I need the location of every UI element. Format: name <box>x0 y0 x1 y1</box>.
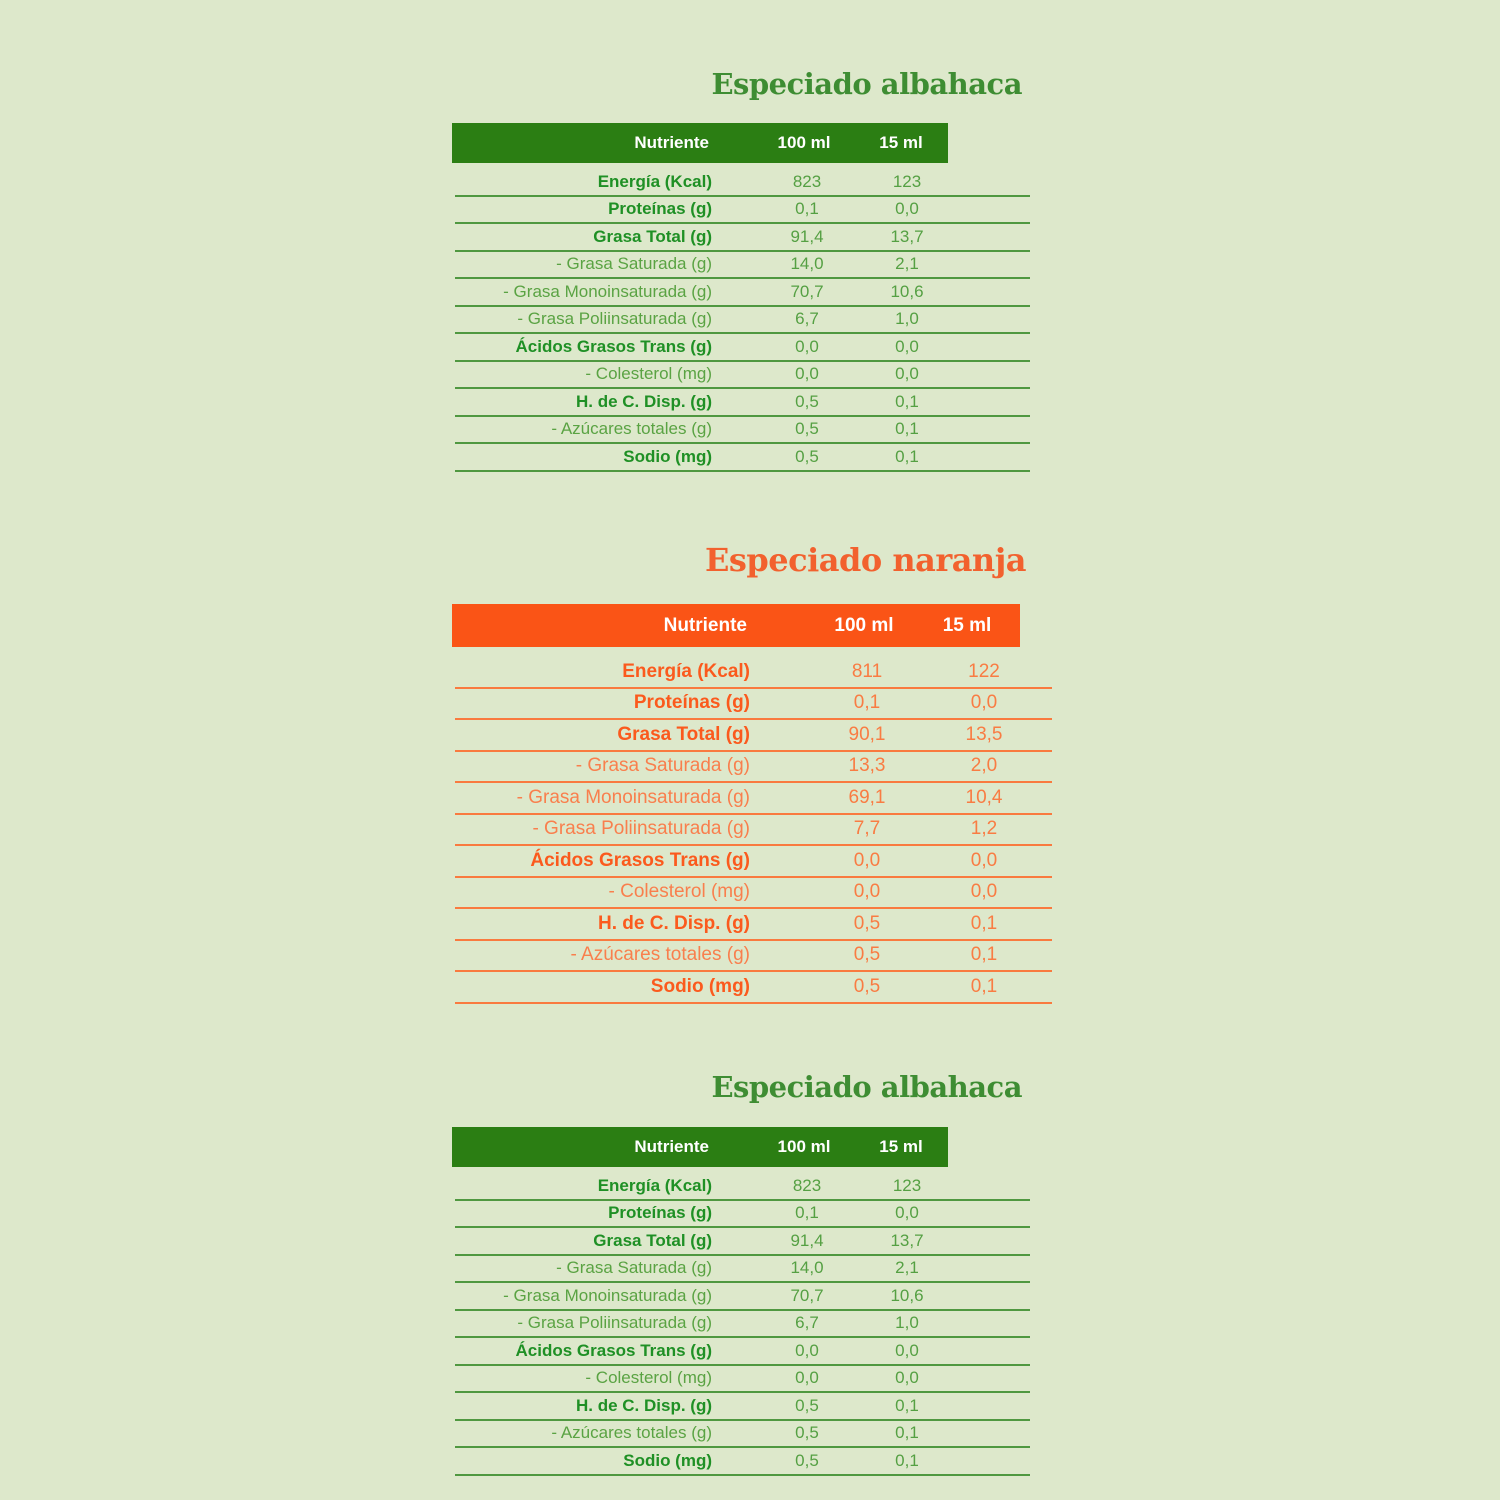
value-15ml: 0,1 <box>970 975 998 997</box>
column-header-100ml: 100 ml <box>777 1137 831 1156</box>
value-100ml: 13,3 <box>848 755 886 777</box>
table-row <box>455 1421 1030 1449</box>
column-header-15ml: 15 ml <box>942 614 992 636</box>
value-100ml: 823 <box>792 1175 822 1195</box>
value-15ml: 1,0 <box>895 309 919 329</box>
row-label: Sodio (mg) <box>623 446 712 466</box>
value-15ml: 10,6 <box>890 1285 924 1305</box>
table-row <box>455 1393 1030 1421</box>
value-100ml: 0,1 <box>795 1203 819 1223</box>
value-100ml: 0,5 <box>795 1423 819 1443</box>
table-row <box>455 252 1030 280</box>
value-100ml: 0,0 <box>795 336 819 356</box>
table-header-bar <box>452 1127 948 1167</box>
table-row <box>455 444 1030 472</box>
table-row <box>455 224 1030 252</box>
table-row <box>455 197 1030 225</box>
value-100ml: 0,5 <box>853 912 881 934</box>
row-label: - Grasa Saturada (g) <box>556 254 712 274</box>
value-15ml: 10,6 <box>890 281 924 301</box>
value-15ml: 0,0 <box>895 364 919 384</box>
table-rows <box>455 1167 1030 1476</box>
value-100ml: 0,1 <box>795 199 819 219</box>
value-15ml: 0,0 <box>895 336 919 356</box>
value-100ml: 70,7 <box>790 281 824 301</box>
table-rows <box>455 163 1030 472</box>
row-label: Energía (Kcal) <box>597 171 712 191</box>
value-15ml: 0,0 <box>970 881 998 903</box>
row-label: Energía (Kcal) <box>622 660 750 682</box>
table-row <box>455 909 1052 941</box>
row-label: Proteínas (g) <box>608 1203 712 1223</box>
row-label: H. de C. Disp. (g) <box>576 391 712 411</box>
value-15ml: 0,1 <box>970 944 998 966</box>
value-15ml: 123 <box>892 171 922 191</box>
row-label: - Grasa Monoinsaturada (g) <box>503 281 712 301</box>
row-label: Grasa Total (g) <box>617 723 750 745</box>
table-header-bar <box>452 123 948 163</box>
row-label: - Azúcares totales (g) <box>551 419 712 439</box>
value-100ml: 6,7 <box>795 1313 819 1333</box>
row-label: - Colesterol (mg) <box>608 881 750 903</box>
value-15ml: 10,4 <box>965 786 1003 808</box>
table-row <box>455 334 1030 362</box>
value-15ml: 0,0 <box>970 692 998 714</box>
table-row <box>455 657 1052 689</box>
value-100ml: 823 <box>792 171 822 191</box>
table-title: Especiado albahaca <box>711 67 1022 101</box>
value-15ml: 13,5 <box>965 723 1003 745</box>
row-label: H. de C. Disp. (g) <box>598 912 750 934</box>
table-row <box>455 1338 1030 1366</box>
value-15ml: 0,1 <box>970 912 998 934</box>
value-15ml: 2,1 <box>895 254 919 274</box>
table-row <box>455 941 1052 973</box>
value-100ml: 6,7 <box>795 309 819 329</box>
table-header-bar <box>452 604 1020 647</box>
table-row <box>455 1366 1030 1394</box>
value-15ml: 123 <box>892 1175 922 1195</box>
value-100ml: 14,0 <box>790 1258 824 1278</box>
nutrition-table-naranja <box>455 540 1052 1004</box>
value-100ml: 14,0 <box>790 254 824 274</box>
row-label: - Colesterol (mg) <box>585 364 712 384</box>
value-15ml: 0,0 <box>895 1203 919 1223</box>
value-15ml: 0,1 <box>895 419 919 439</box>
table-rows <box>455 647 1052 1004</box>
value-15ml: 1,0 <box>895 1313 919 1333</box>
table-row <box>455 720 1052 752</box>
value-100ml: 0,1 <box>853 692 881 714</box>
table-row <box>455 815 1052 847</box>
value-100ml: 0,5 <box>795 419 819 439</box>
table-row <box>455 783 1052 815</box>
value-100ml: 91,4 <box>790 226 824 246</box>
row-label: Proteínas (g) <box>608 199 712 219</box>
table-row <box>455 307 1030 335</box>
value-15ml: 0,1 <box>895 446 919 466</box>
row-label: - Grasa Poliinsaturada (g) <box>517 309 712 329</box>
value-100ml: 0,5 <box>853 944 881 966</box>
value-100ml: 0,5 <box>795 1450 819 1470</box>
value-15ml: 0,0 <box>895 199 919 219</box>
row-label: - Grasa Poliinsaturada (g) <box>532 818 750 840</box>
column-header-15ml: 15 ml <box>879 1137 923 1156</box>
table-row <box>455 1228 1030 1256</box>
column-header-15ml: 15 ml <box>879 133 923 152</box>
row-label: - Azúcares totales (g) <box>551 1423 712 1443</box>
table-row <box>455 1173 1030 1201</box>
row-label: - Grasa Poliinsaturada (g) <box>517 1313 712 1333</box>
table-row <box>455 389 1030 417</box>
value-100ml: 0,0 <box>795 1368 819 1388</box>
table-row <box>455 972 1052 1004</box>
table-title: Especiado albahaca <box>711 1070 1022 1104</box>
value-100ml: 811 <box>851 660 883 682</box>
value-15ml: 2,1 <box>895 1258 919 1278</box>
value-100ml: 90,1 <box>848 723 886 745</box>
row-label: - Grasa Saturada (g) <box>556 1258 712 1278</box>
column-header-nutriente: Nutriente <box>634 133 709 152</box>
value-100ml: 91,4 <box>790 1230 824 1250</box>
row-label: - Colesterol (mg) <box>585 1368 712 1388</box>
row-label: - Grasa Saturada (g) <box>575 755 750 777</box>
row-label: Sodio (mg) <box>623 1450 712 1470</box>
nutrition-table-albahaca-bottom <box>455 1069 1030 1476</box>
value-15ml: 122 <box>968 660 1000 682</box>
value-100ml: 70,7 <box>790 1285 824 1305</box>
row-label: Grasa Total (g) <box>593 226 712 246</box>
value-15ml: 0,1 <box>895 1395 919 1415</box>
table-row <box>455 689 1052 721</box>
row-label: Sodio (mg) <box>650 975 750 997</box>
row-label: Grasa Total (g) <box>593 1230 712 1250</box>
nutrition-table-albahaca-top <box>455 66 1030 472</box>
value-100ml: 69,1 <box>848 786 886 808</box>
value-100ml: 0,0 <box>795 1340 819 1360</box>
value-100ml: 0,5 <box>853 975 881 997</box>
value-15ml: 13,7 <box>890 1230 924 1250</box>
value-100ml: 0,0 <box>795 364 819 384</box>
value-15ml: 0,0 <box>895 1340 919 1360</box>
row-label: Ácidos Grasos Trans (g) <box>515 1340 712 1360</box>
row-label: H. de C. Disp. (g) <box>576 1395 712 1415</box>
table-row <box>455 846 1052 878</box>
value-15ml: 0,0 <box>970 849 998 871</box>
value-100ml: 0,0 <box>853 849 881 871</box>
row-label: Energía (Kcal) <box>597 1175 712 1195</box>
value-15ml: 0,1 <box>895 1423 919 1443</box>
value-15ml: 0,0 <box>895 1368 919 1388</box>
table-row <box>455 1448 1030 1476</box>
row-label: - Grasa Monoinsaturada (g) <box>503 1285 712 1305</box>
table-row <box>455 1283 1030 1311</box>
value-100ml: 0,5 <box>795 446 819 466</box>
column-header-nutriente: Nutriente <box>634 1137 709 1156</box>
row-label: Ácidos Grasos Trans (g) <box>530 849 750 871</box>
column-header-nutriente: Nutriente <box>663 614 747 636</box>
table-row <box>455 752 1052 784</box>
table-row <box>455 1311 1030 1339</box>
row-label: - Grasa Monoinsaturada (g) <box>516 786 750 808</box>
value-100ml: 0,5 <box>795 391 819 411</box>
table-row <box>455 1256 1030 1284</box>
row-label: - Azúcares totales (g) <box>570 944 750 966</box>
column-header-100ml: 100 ml <box>777 133 831 152</box>
table-title: Especiado naranja <box>704 541 1026 579</box>
value-15ml: 2,0 <box>970 755 998 777</box>
table-row <box>455 417 1030 445</box>
table-row <box>455 279 1030 307</box>
table-row <box>455 1201 1030 1229</box>
table-row <box>455 169 1030 197</box>
value-15ml: 1,2 <box>970 818 998 840</box>
table-row <box>455 362 1030 390</box>
table-row <box>455 878 1052 910</box>
value-15ml: 0,1 <box>895 391 919 411</box>
value-100ml: 7,7 <box>853 818 881 840</box>
value-15ml: 13,7 <box>890 226 924 246</box>
value-100ml: 0,5 <box>795 1395 819 1415</box>
column-header-100ml: 100 ml <box>834 614 894 636</box>
row-label: Proteínas (g) <box>633 692 750 714</box>
value-100ml: 0,0 <box>853 881 881 903</box>
value-15ml: 0,1 <box>895 1450 919 1470</box>
row-label: Ácidos Grasos Trans (g) <box>515 336 712 356</box>
